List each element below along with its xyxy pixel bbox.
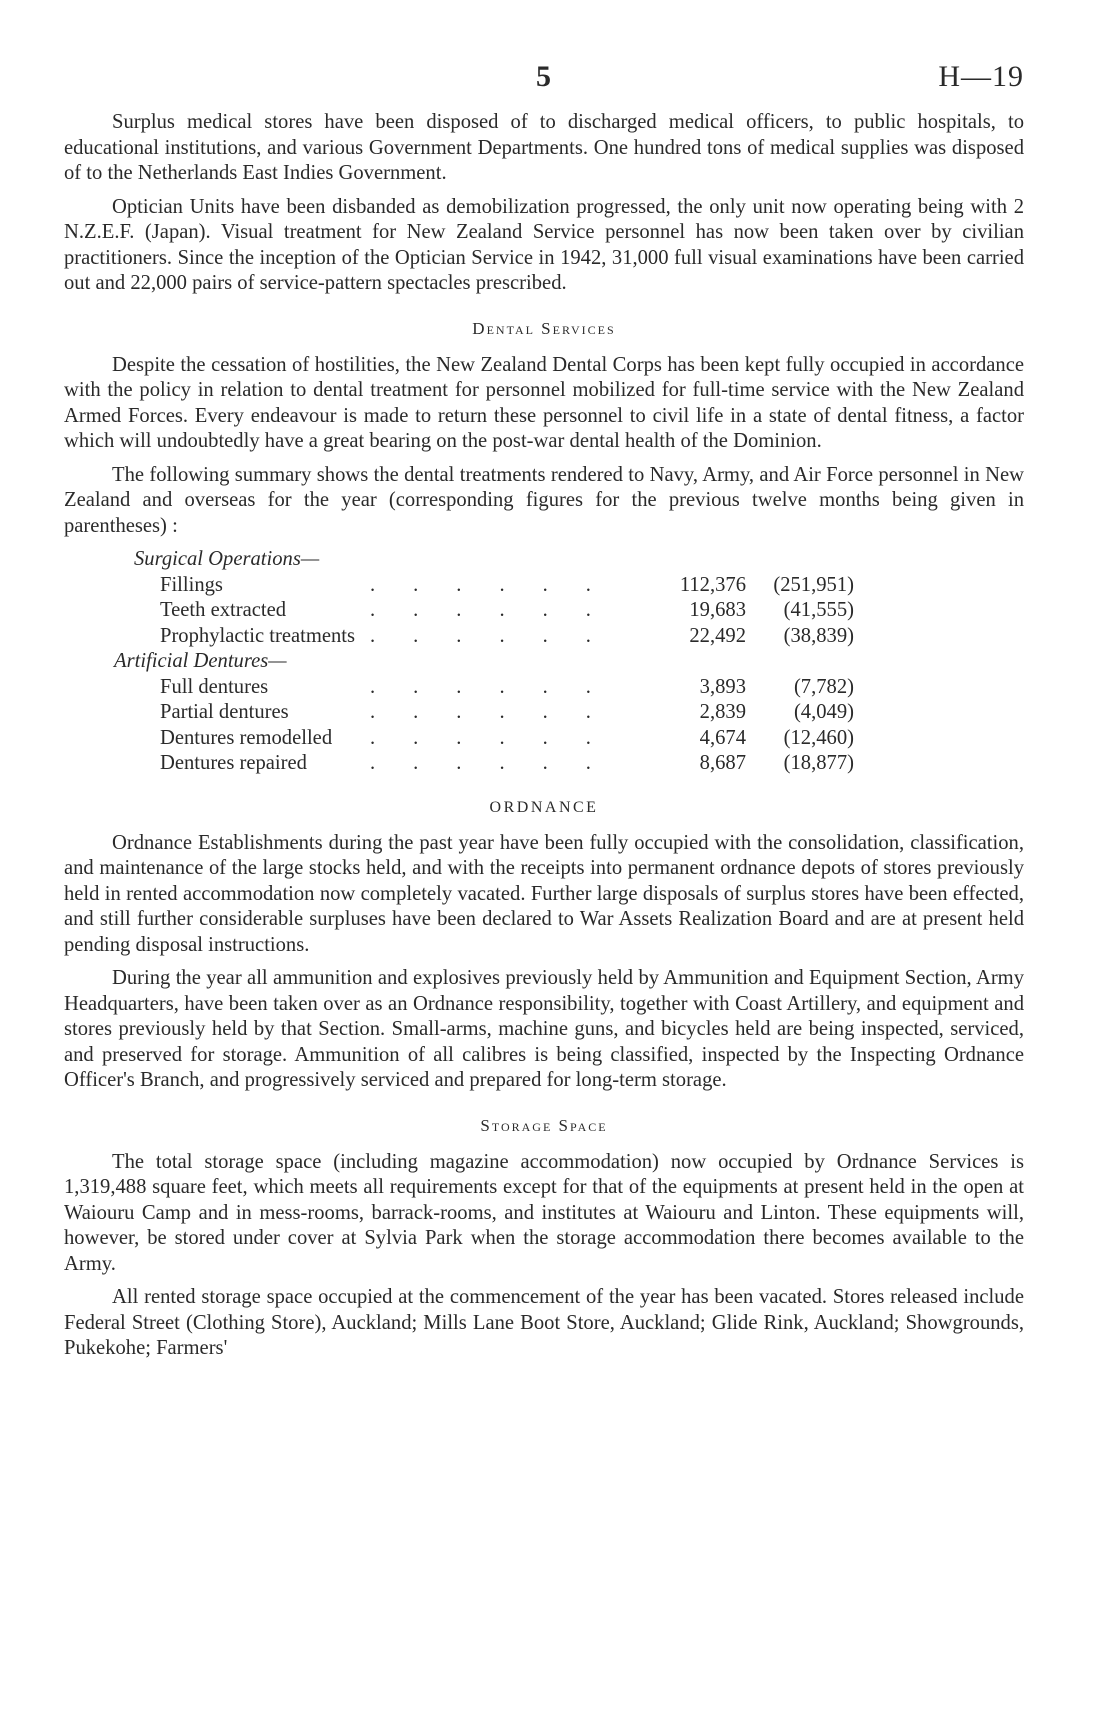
surgical-operations-title: Surgical Operations— — [134, 548, 320, 570]
row-label: Dentures remodelled — [160, 726, 333, 749]
leader-dots: ...... — [370, 752, 629, 774]
page-header — [64, 50, 1024, 110]
row-value: 8,687 — [699, 752, 746, 774]
row-previous-value: (41,555) — [783, 599, 854, 621]
table-row — [160, 700, 1000, 726]
document-code: H—19 — [938, 60, 1024, 93]
leader-dots: ...... — [370, 624, 629, 647]
row-previous-value: (12,460) — [783, 726, 854, 749]
intro-paragraph-optician: Optician Units have been disbanded as demobilization progressed, the only unit now operating being with 2 N.Z.E.F. (Japan). Visual treatment for New Zealand Service personnel has now been taken over by civilian practitioners. Since the inception of the Optician Service in 1942, 31,000 full visual examinations have been carried out and 22,000 pairs of service-pattern spectacles prescribed. — [64, 195, 1024, 294]
table-row — [160, 624, 1000, 650]
dental-paragraph-1: Despite the cessation of hostilities, the New Zealand Dental Corps has been kept fully occupied in accordance with the policy in relation to dental treatment for personnel mobilized for full-time service with the New Zealand Armed Forces. Every endeavour is made to return these personnel to civil life in a state of dental fitness, a factor which will undoubtedly have a great bearing on the post-war dental health of the Dominion. — [64, 353, 1024, 452]
table-row — [160, 598, 1000, 624]
intro-paragraph-medical-stores: Surplus medical stores have been disposed of to discharged medical officers, to public hospitals, to educational institutions, and various Government Departments. One hundred tons of medical supplies was disposed of to the Netherlands East Indies Government. — [64, 111, 1024, 184]
ordnance-paragraph-1: Ordnance Establishments during the past year have been fully occupied with the consolidation, classification, and maintenance of the large stocks held, and with the receipts into permanent ordnance depots of stores previously held in rented accommodation now completely vacated. Further large disposals of surplus stores have been effected, and still further considerable surpluses have been declared to War Assets Realization Board and are at present held pending disposal instructions. — [64, 831, 1024, 956]
row-label: Partial dentures — [160, 701, 289, 723]
document-page — [64, 50, 1024, 1370]
row-value: 112,376 — [679, 573, 746, 596]
leader-dots: ...... — [370, 675, 629, 698]
leader-dots: ...... — [370, 701, 629, 723]
row-label: Prophylactic treatments — [160, 624, 356, 647]
row-label: Dentures repaired — [160, 752, 307, 774]
row-label: Full dentures — [160, 675, 269, 698]
table-row — [160, 751, 1000, 777]
leader-dots: ...... — [370, 573, 629, 596]
table-row — [160, 726, 1000, 752]
row-value: 19,683 — [689, 599, 746, 621]
section-heading-ordnance: ORDNANCE — [489, 798, 599, 816]
row-value: 2,839 — [699, 701, 746, 723]
row-previous-value: (7,782) — [793, 675, 854, 698]
section-heading-dental: Dental Services — [472, 318, 616, 338]
table-row — [160, 675, 1000, 701]
row-label: Fillings — [160, 573, 223, 596]
row-previous-value: (18,877) — [783, 752, 854, 774]
artificial-dentures-title: Artificial Dentures— — [114, 650, 287, 672]
leader-dots: ...... — [370, 726, 629, 749]
ordnance-paragraph-2: During the year all ammunition and explosives previously held by Ammunition and Equipment Section, Army Headquarters, have been taken over as an Ordnance responsibility, together with Coast Artillery, and equipment and stores previously held by that Section. Small-arms, machine guns, and bicycles held are being inspected, serviced, and preserved for storage. Ammunition of all calibres is being classified, inspected by the Inspecting Ordnance Officer's Branch, and progressively serviced and prepared for long-term storage. — [64, 967, 1024, 1091]
row-label: Teeth extracted — [160, 599, 287, 621]
leader-dots: ...... — [370, 599, 629, 621]
dental-paragraph-2: The following summary shows the dental treatments rendered to Navy, Army, and Air Force personnel in New Zealand and overseas for the year (corresponding figures for the previous twelve months being given in parentheses) : — [64, 463, 1024, 537]
page-number: 5 — [536, 60, 552, 93]
section-heading-storage-space: Storage Space — [480, 1115, 608, 1135]
row-value: 3,893 — [699, 675, 746, 698]
table-row — [160, 573, 1000, 599]
storage-paragraph-2: All rented storage space occupied at the commencement of the year has been vacated. Stores released include Federal Street (Clothing Store), Auckland; Mills Lane Boot Store, Auckland; Glide Rink, Auckland; Showgrounds, Pukekohe; Farmers' — [64, 1286, 1024, 1359]
storage-paragraph-1: The total storage space (including magazine accommodation) now occupied by Ordnance Services is 1,319,488 square feet, which meets all requirements except for that of the equipments at present held in the open at Waiouru Camp and in mess-rooms, barrack-rooms, and institutes at Waiouru and Linton. These equipments will, however, be stored under cover at Sylvia Park when the storage accommodation there becomes available to the Army. — [64, 1150, 1024, 1275]
row-previous-value: (4,049) — [793, 701, 854, 723]
row-previous-value: (38,839) — [783, 624, 854, 647]
row-previous-value: (251,951) — [773, 573, 854, 596]
row-value: 4,674 — [699, 726, 746, 749]
dental-summary-table — [64, 547, 1024, 777]
row-value: 22,492 — [689, 624, 746, 647]
